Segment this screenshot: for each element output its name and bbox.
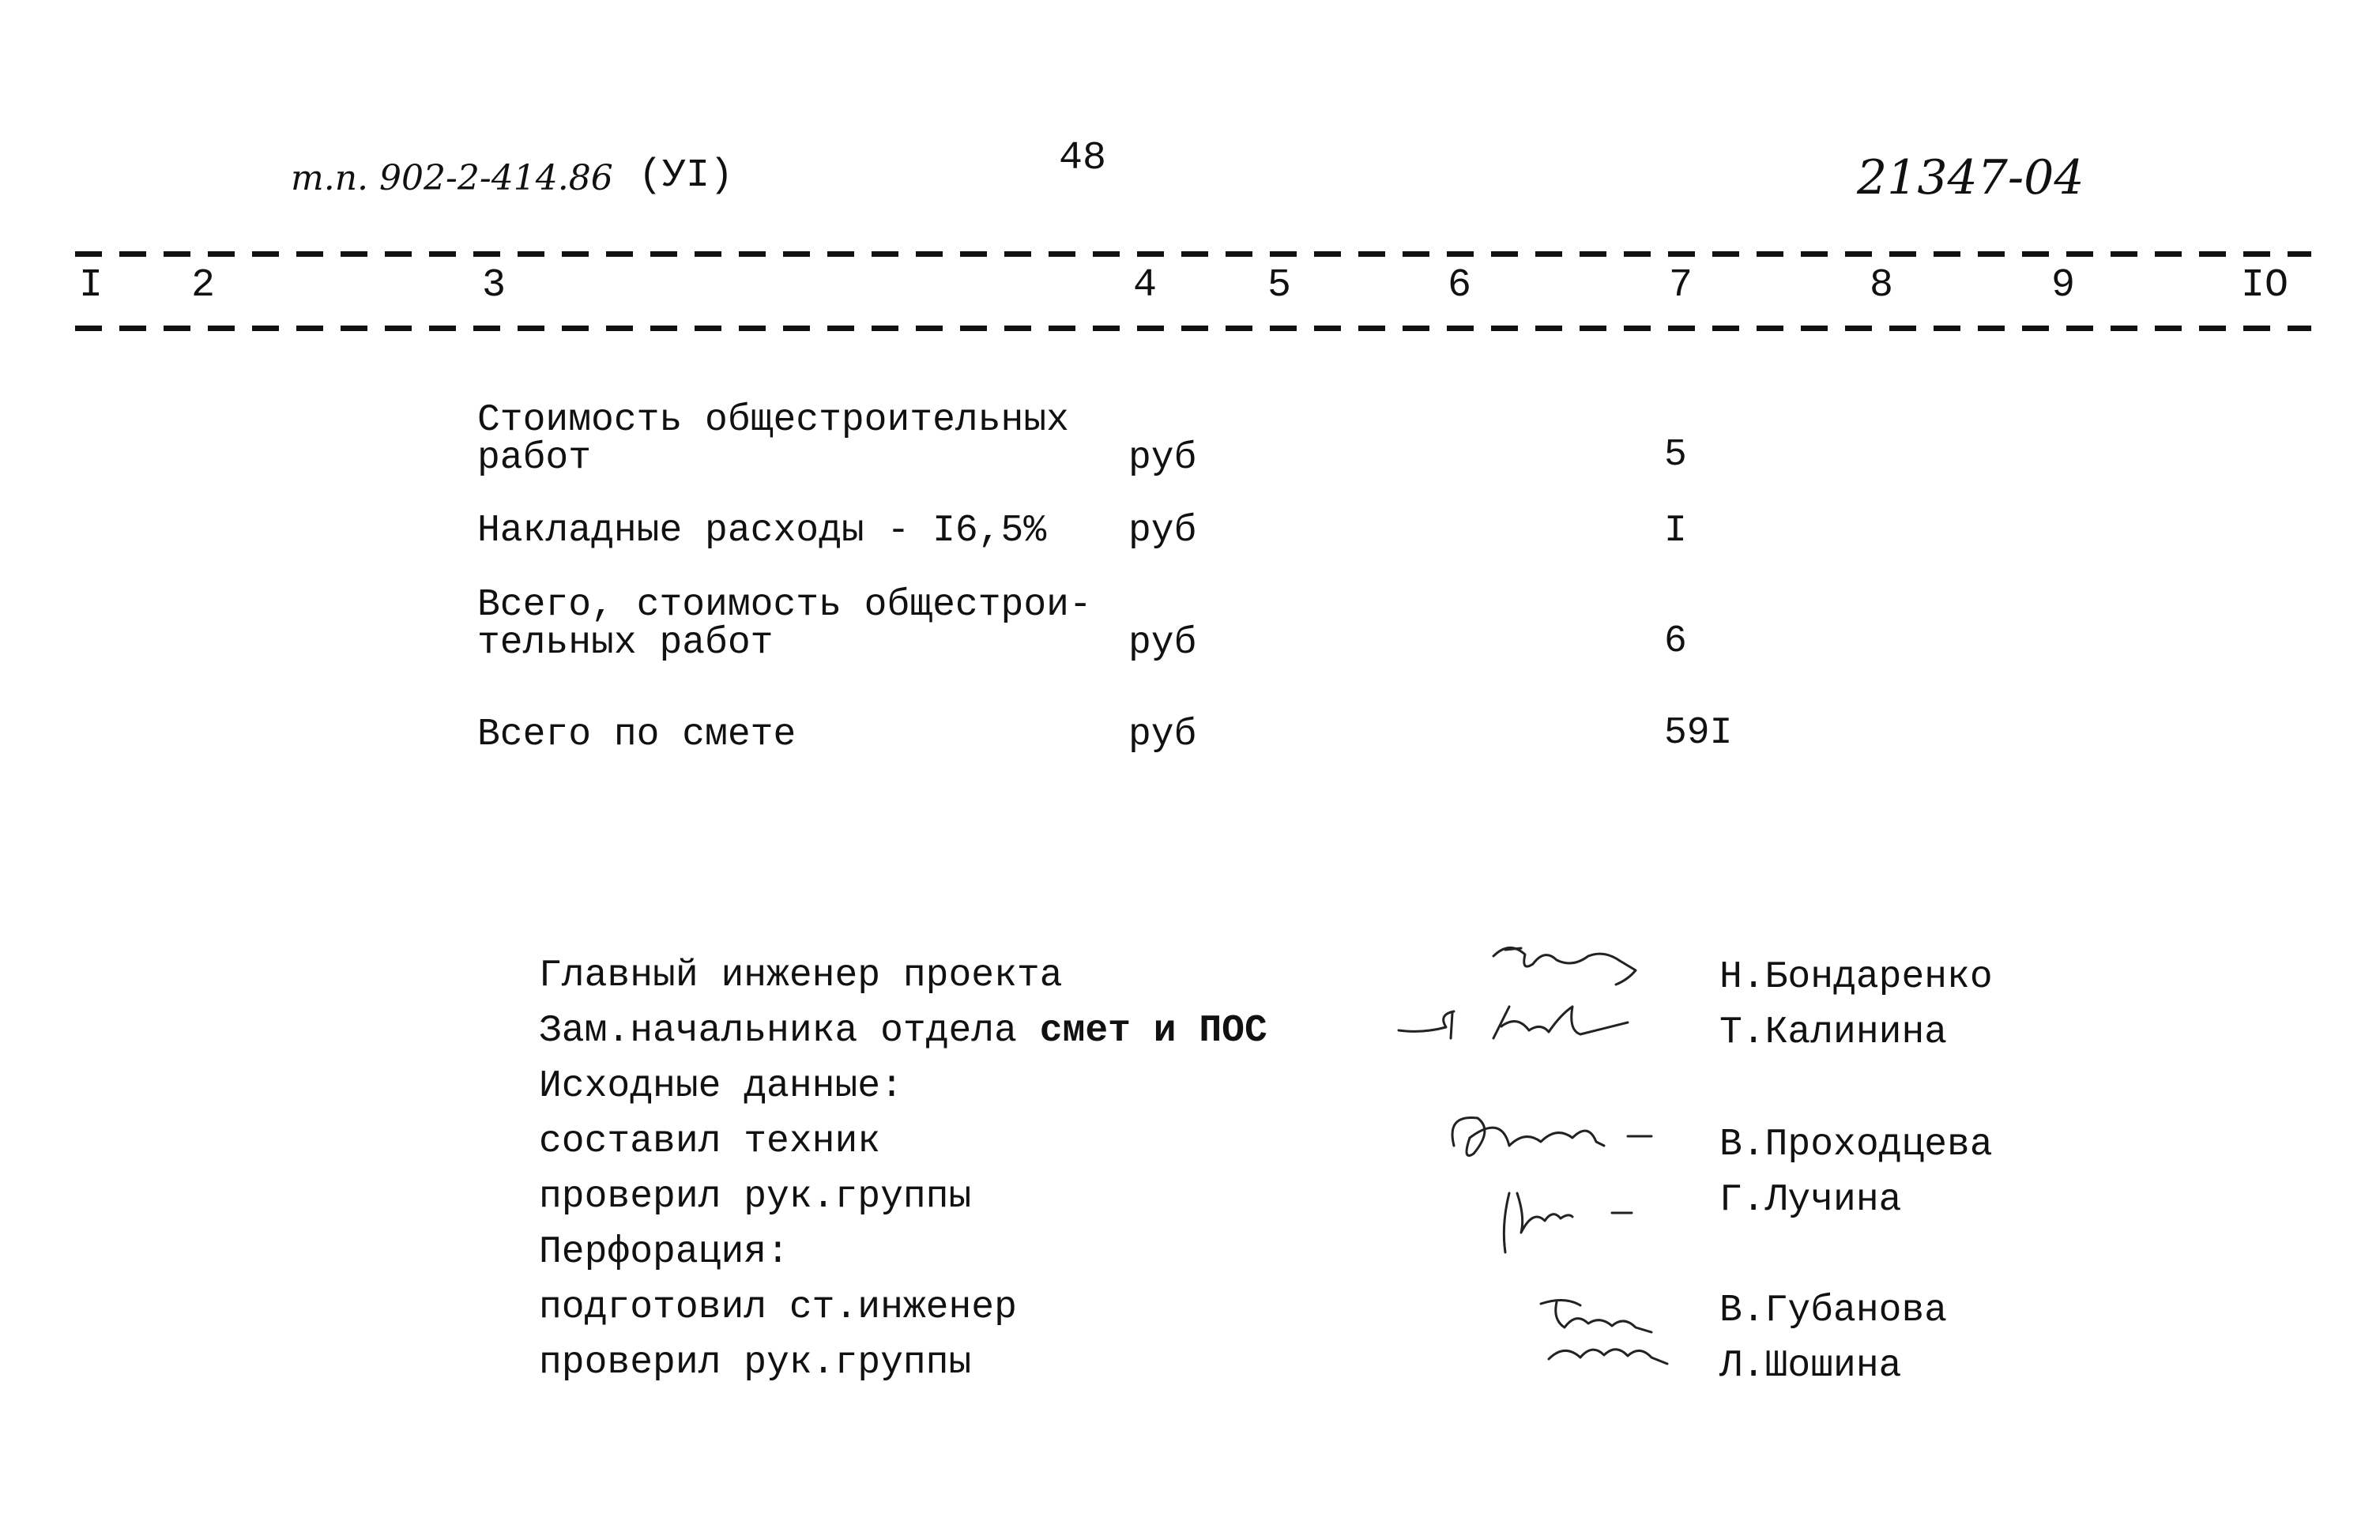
source-data-label: Исходные данные:	[539, 1065, 903, 1108]
deputy-head-name: Т.Калинина	[1719, 1011, 1948, 1054]
prepared-by-label: подготовил ст.инженер	[539, 1286, 1017, 1329]
cost-row-name-cont: работ	[477, 437, 592, 480]
cost-row-value: 5	[1664, 434, 1687, 476]
signature-mark	[1391, 991, 1651, 1054]
checked-by-label: проверил рук.группы	[539, 1176, 972, 1218]
cost-row-value: 6	[1664, 620, 1687, 663]
signature-mark	[1533, 1288, 1691, 1375]
column-number: 2	[191, 263, 216, 308]
cost-row-name: Стоимость общестроительных	[477, 399, 1069, 442]
cost-row-value: I	[1664, 510, 1687, 552]
signature-mark	[1486, 1177, 1659, 1264]
column-number: I	[79, 263, 104, 308]
cost-row-unit: руб	[1128, 437, 1197, 480]
column-number: 5	[1267, 263, 1292, 308]
column-number: 6	[1448, 263, 1472, 308]
cost-row-value: 59I	[1664, 712, 1733, 755]
deputy-head-label-department: смет и ПОС	[1039, 1010, 1267, 1052]
column-number: 4	[1133, 263, 1158, 308]
perforation-label: Перфорация:	[539, 1231, 789, 1274]
checked-by-label: проверил рук.группы	[539, 1342, 972, 1384]
page-number: 48	[1059, 136, 1107, 181]
archive-number: 21347-04	[1857, 150, 2084, 205]
chief-engineer-name: Н.Бондаренко	[1719, 956, 1993, 999]
chief-engineer-label: Главный инженер проекта	[539, 954, 1063, 997]
document-reference: т.п. 902-2-414.86	[291, 158, 613, 198]
checked-by-name: Л.Шошина	[1719, 1345, 1902, 1388]
cost-row-unit: руб	[1128, 510, 1197, 552]
column-number: 9	[2051, 263, 2076, 308]
cost-row-name: Всего, стоимость общестрои-	[477, 584, 1092, 627]
checked-by-name: Г.Лучина	[1719, 1179, 1902, 1222]
deputy-head-label	[539, 1010, 1267, 1052]
deputy-head-label-prefix: Зам.начальника отдела	[539, 1010, 1040, 1052]
prepared-by-name: В.Губанова	[1719, 1290, 1948, 1332]
cost-row-unit: руб	[1128, 622, 1197, 665]
signature-mark	[1478, 932, 1659, 996]
header-bottom-rule	[75, 326, 2311, 331]
cost-row-name: Всего по смете	[477, 714, 796, 756]
signature-mark	[1438, 1098, 1675, 1169]
column-number: 3	[482, 263, 507, 308]
header-top-rule	[75, 251, 2311, 257]
compiled-by-name: В.Проходцева	[1719, 1124, 1993, 1166]
cost-row-unit: руб	[1128, 714, 1197, 756]
compiled-by-label: составил техник	[539, 1120, 881, 1163]
column-number: 7	[1669, 263, 1693, 308]
section-code: (УI)	[638, 153, 734, 198]
column-number: IO	[2241, 263, 2289, 308]
cost-row-name: Накладные расходы - I6,5%	[477, 510, 1047, 552]
column-number: 8	[1870, 263, 1894, 308]
cost-row-name-cont: тельных работ	[477, 622, 774, 665]
